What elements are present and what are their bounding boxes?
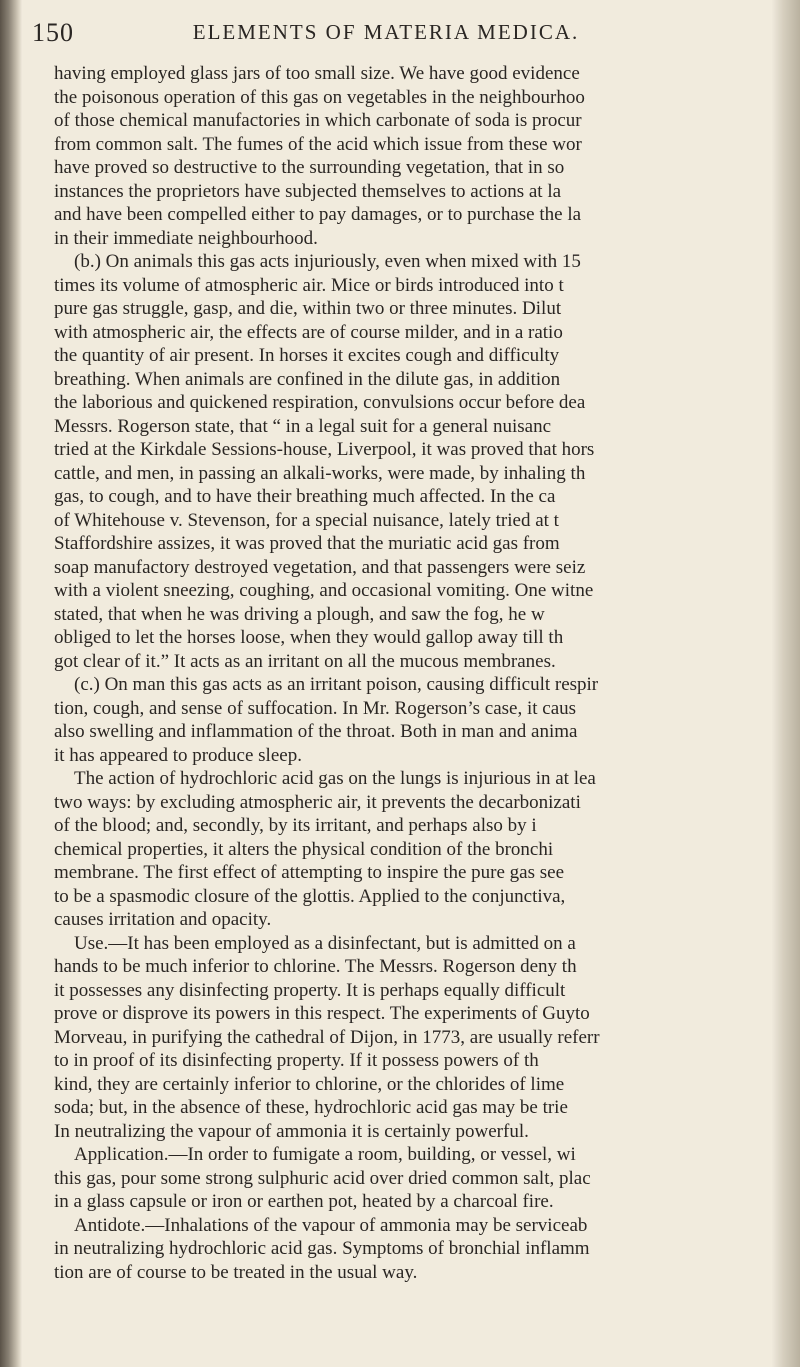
text-line: Messrs. Rogerson state, that “ in a legal suit for a general nuisanc xyxy=(54,415,552,437)
text-line: in their immediate neighbourhood. xyxy=(54,227,318,249)
text-line: breathing. When animals are confined in the dilute gas, in addition xyxy=(54,368,561,390)
body-text xyxy=(54,62,754,1284)
paragraph-use: Use.—It has been employed as a disinfectant, but is admitted on a xyxy=(74,932,576,954)
text-line: of the blood; and, secondly, by its irritant, and perhaps also by i xyxy=(54,815,537,836)
page-edge xyxy=(772,0,800,1367)
text-line: chemical properties, it alters the physical condition of the bronchi xyxy=(54,838,554,860)
text-line: of those chemical manufactories in which carbonate of soda is procur xyxy=(54,110,582,131)
text-line: instances the proprietors have subjected themselves to actions at la xyxy=(54,180,562,202)
text-line: obliged to let the horses loose, when they would gallop away till th xyxy=(54,627,564,648)
paragraph-action: The action of hydrochloric acid gas on the lungs is injurious in at lea xyxy=(74,768,596,789)
text-line: tried at the Kirkdale Sessions-house, Liverpool, it was proved that hors xyxy=(54,439,595,460)
text-line: pure gas struggle, gasp, and die, within two or three minutes. Dilut xyxy=(54,298,562,319)
text-line: with a violent sneezing, coughing, and occasional vomiting. One witne xyxy=(54,580,594,601)
text-line: soap manufactory destroyed vegetation, and that passengers were seiz xyxy=(54,556,586,578)
running-header xyxy=(32,18,740,48)
text-line: causes irritation and opacity. xyxy=(54,909,272,930)
text-line: stated, that when he was driving a plough, and saw the fog, he w xyxy=(54,603,545,625)
binding-gutter xyxy=(0,0,22,1367)
text-line: of Whitehouse v. Stevenson, for a special nuisance, lately tried at t xyxy=(54,509,559,531)
text-line: prove or disprove its powers in this respect. The experiments of Guyto xyxy=(54,1003,590,1024)
text-line: the quantity of air present. In horses it excites cough and difficulty xyxy=(54,345,560,366)
text-line: have proved so destructive to the surrounding vegetation, that in so xyxy=(54,157,565,178)
text-line: got clear of it.” It acts as an irritant on all the mucous membranes. xyxy=(54,650,556,672)
text-line: from common salt. The fumes of the acid which issue from these wor xyxy=(54,133,582,155)
text-line: gas, to cough, and to have their breathing much affected. In the ca xyxy=(54,486,556,507)
running-title: ELEMENTS OF MATERIA MEDICA. xyxy=(192,20,580,44)
text-line: Staffordshire assizes, it was proved that the muriatic acid gas from xyxy=(54,533,560,554)
paragraph-antidote: Antidote.—Inhalations of the vapour of ammonia may be serviceab xyxy=(74,1214,588,1236)
text-line: in neutralizing hydrochloric acid gas. Symptoms of bronchial inflamm xyxy=(54,1238,590,1259)
text-line: cattle, and men, in passing an alkali-works, were made, by inhaling th xyxy=(54,462,586,484)
text-line: tion are of course to be treated in the usual way. xyxy=(54,1261,418,1283)
text-line: hands to be much inferior to chlorine. The Messrs. Rogerson deny th xyxy=(54,956,577,977)
text-line: kind, they are certainly inferior to chlorine, or the chlorides of lime xyxy=(54,1073,565,1095)
paragraph-application: Application.—In order to fumigate a room, building, or vessel, wi xyxy=(74,1144,576,1165)
text-line: it possesses any disinfecting property. It is perhaps equally difficult xyxy=(54,979,566,1001)
text-line: two ways: by excluding atmospheric air, it prevents the decarbonizati xyxy=(54,791,581,813)
text-line: this gas, pour some strong sulphuric acid over dried common salt, plac xyxy=(54,1167,591,1189)
text-line: tion, cough, and sense of suffocation. In Mr. Rogerson’s case, it caus xyxy=(54,697,577,719)
text-line: the laborious and quickened respiration, convulsions occur before dea xyxy=(54,392,586,413)
text-line: Morveau, in purifying the cathedral of Dijon, in 1773, are usually referr xyxy=(54,1026,600,1048)
text-line: soda; but, in the absence of these, hydrochloric acid gas may be trie xyxy=(54,1097,568,1118)
text-line: the poisonous operation of this gas on vegetables in the neighbourhoo xyxy=(54,86,585,108)
text-line: times its volume of atmospheric air. Mice or birds introduced into t xyxy=(54,274,564,296)
page-number: 150 xyxy=(32,18,74,47)
text-line: membrane. The first effect of attempting to inspire the pure gas see xyxy=(54,862,565,883)
text-line: having employed glass jars of too small size. We have good evidence xyxy=(54,63,580,84)
text-line: in a glass capsule or iron or earthen pot, heated by a charcoal fire. xyxy=(54,1191,554,1212)
text-line: to be a spasmodic closure of the glottis. Applied to the conjunctiva, xyxy=(54,885,566,907)
text-line: to in proof of its disinfecting property. If it possess powers of th xyxy=(54,1050,539,1071)
text-line: with atmospheric air, the effects are of course milder, and in a ratio xyxy=(54,321,563,343)
paragraph-animals: (b.) On animals this gas acts injuriously, even when mixed with 15 xyxy=(74,251,581,272)
text-line: In neutralizing the vapour of ammonia it is certainly powerful. xyxy=(54,1120,529,1142)
text-line: and have been compelled either to pay damages, or to purchase the la xyxy=(54,204,582,225)
text-line: it has appeared to produce sleep. xyxy=(54,744,302,766)
text-line: also swelling and inflammation of the throat. Both in man and anima xyxy=(54,721,578,742)
paragraph-man: (c.) On man this gas acts as an irritant poison, causing difficult respir xyxy=(74,674,599,695)
